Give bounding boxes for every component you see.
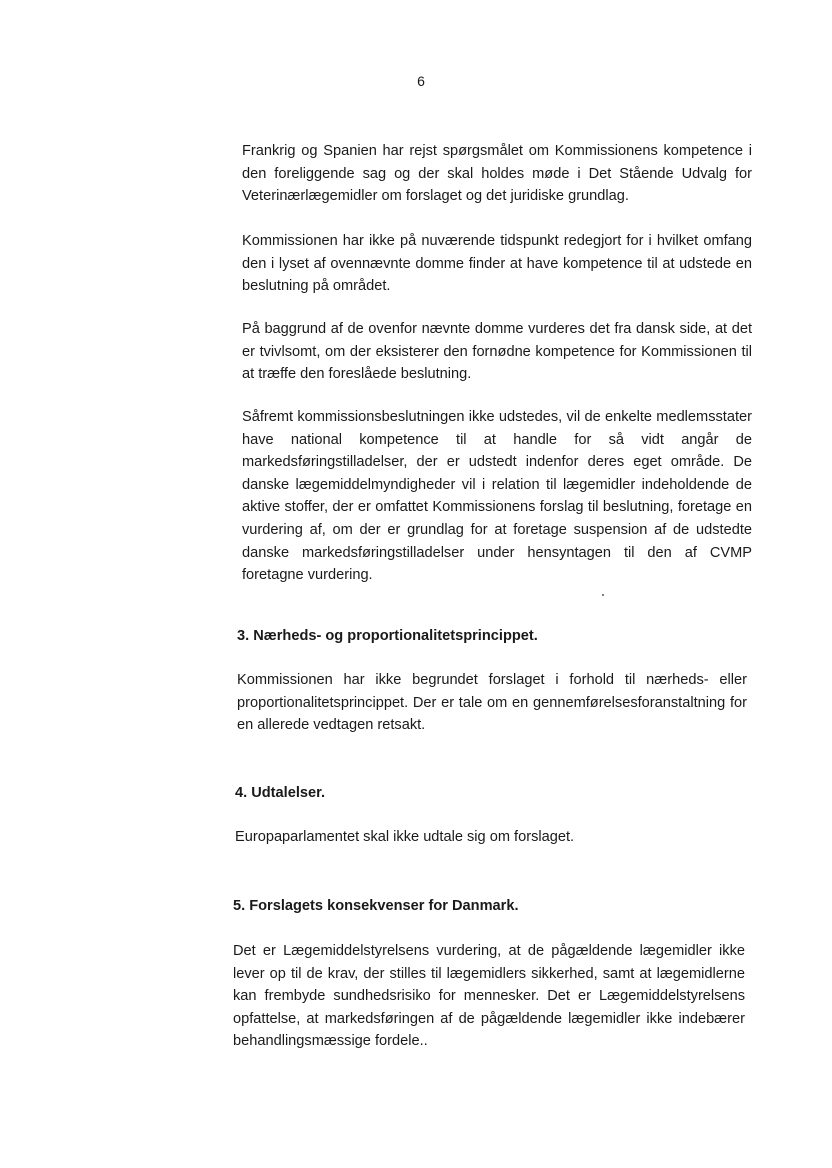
paragraph-text: Kommissionen har ikke begrundet forslaget i forhold til nærheds- eller proportionalitetsprincippet. Der er tale om en gennemførelsesforanstaltning for en allerede vedtagen retsakt. [237,672,747,734]
paragraph-text: Frankrig og Spanien har rejst spørgsmålet om Kommissionens kompetence i den foreliggende sag og der skal holdes møde i Det Stående Udvalg for Veterinærlægemidler om forslaget og det juridiske grundlag. [242,143,752,205]
section-heading-3: 3. Nærheds- og proportionalitetsprincippet. [237,628,538,644]
paragraph-national-competence [242,406,752,587]
paragraph-danish-assessment [242,318,752,386]
paragraph-text: Det er Lægemiddelstyrelsens vurdering, at de pågældende lægemidler ikke lever op til de krav, der stilles til lægemidlers sikkerhed, samt at lægemidlerne kan frembyde sundhedsrisiko for mennesker. Det er Lægemiddelstyrelsens opfattelse, at markedsføringen af de pågældende lægemidler ikke indebærer behandlingsmæssige fordele.. [233,943,745,1050]
paragraph-text: Såfremt kommissionsbeslutningen ikke udstedes, vil de enkelte medlemsstater have national kompetence til at handle for så vidt angår de markedsføringstilladelser, der er udstedt indenfor deres eget område. De danske lægemiddelmyndigheder vil i relation til lægemidler indeholdende de aktive stoffer, der er omfattet Kommissionens forslag til beslutning, foretage en vurdering af, om der er grundlag for at foretage suspension af de udstedte danske markedsføringstilladelser under hensyntagen til den af CVMP foretagne vurdering. [242,409,752,584]
paragraph-text: Europaparlamentet skal ikke udtale sig om forslaget. [235,829,575,845]
page-number: 6 [417,73,425,89]
paragraph-competence-question [242,140,752,208]
paragraph-text: Kommissionen har ikke på nuværende tidspunkt redegjort for i hvilket omfang den i lyset af ovennævnte domme finder at have kompetence til at udstede en beslutning på området. [242,233,752,295]
section-text-4 [235,826,745,849]
section-heading-5: 5. Forslagets konsekvenser for Danmark. [233,898,519,914]
section-text-3 [237,669,747,737]
paragraph-commission-competence [242,230,752,298]
section-text-5 [233,940,745,1053]
scan-speck [602,594,604,596]
section-heading-4: 4. Udtalelser. [235,785,326,801]
paragraph-text: På baggrund af de ovenfor nævnte domme vurderes det fra dansk side, at det er tvivlsomt, om der eksisterer den fornødne kompetence for Kommissionen til at træffe den foreslåede beslutning. [242,321,752,383]
